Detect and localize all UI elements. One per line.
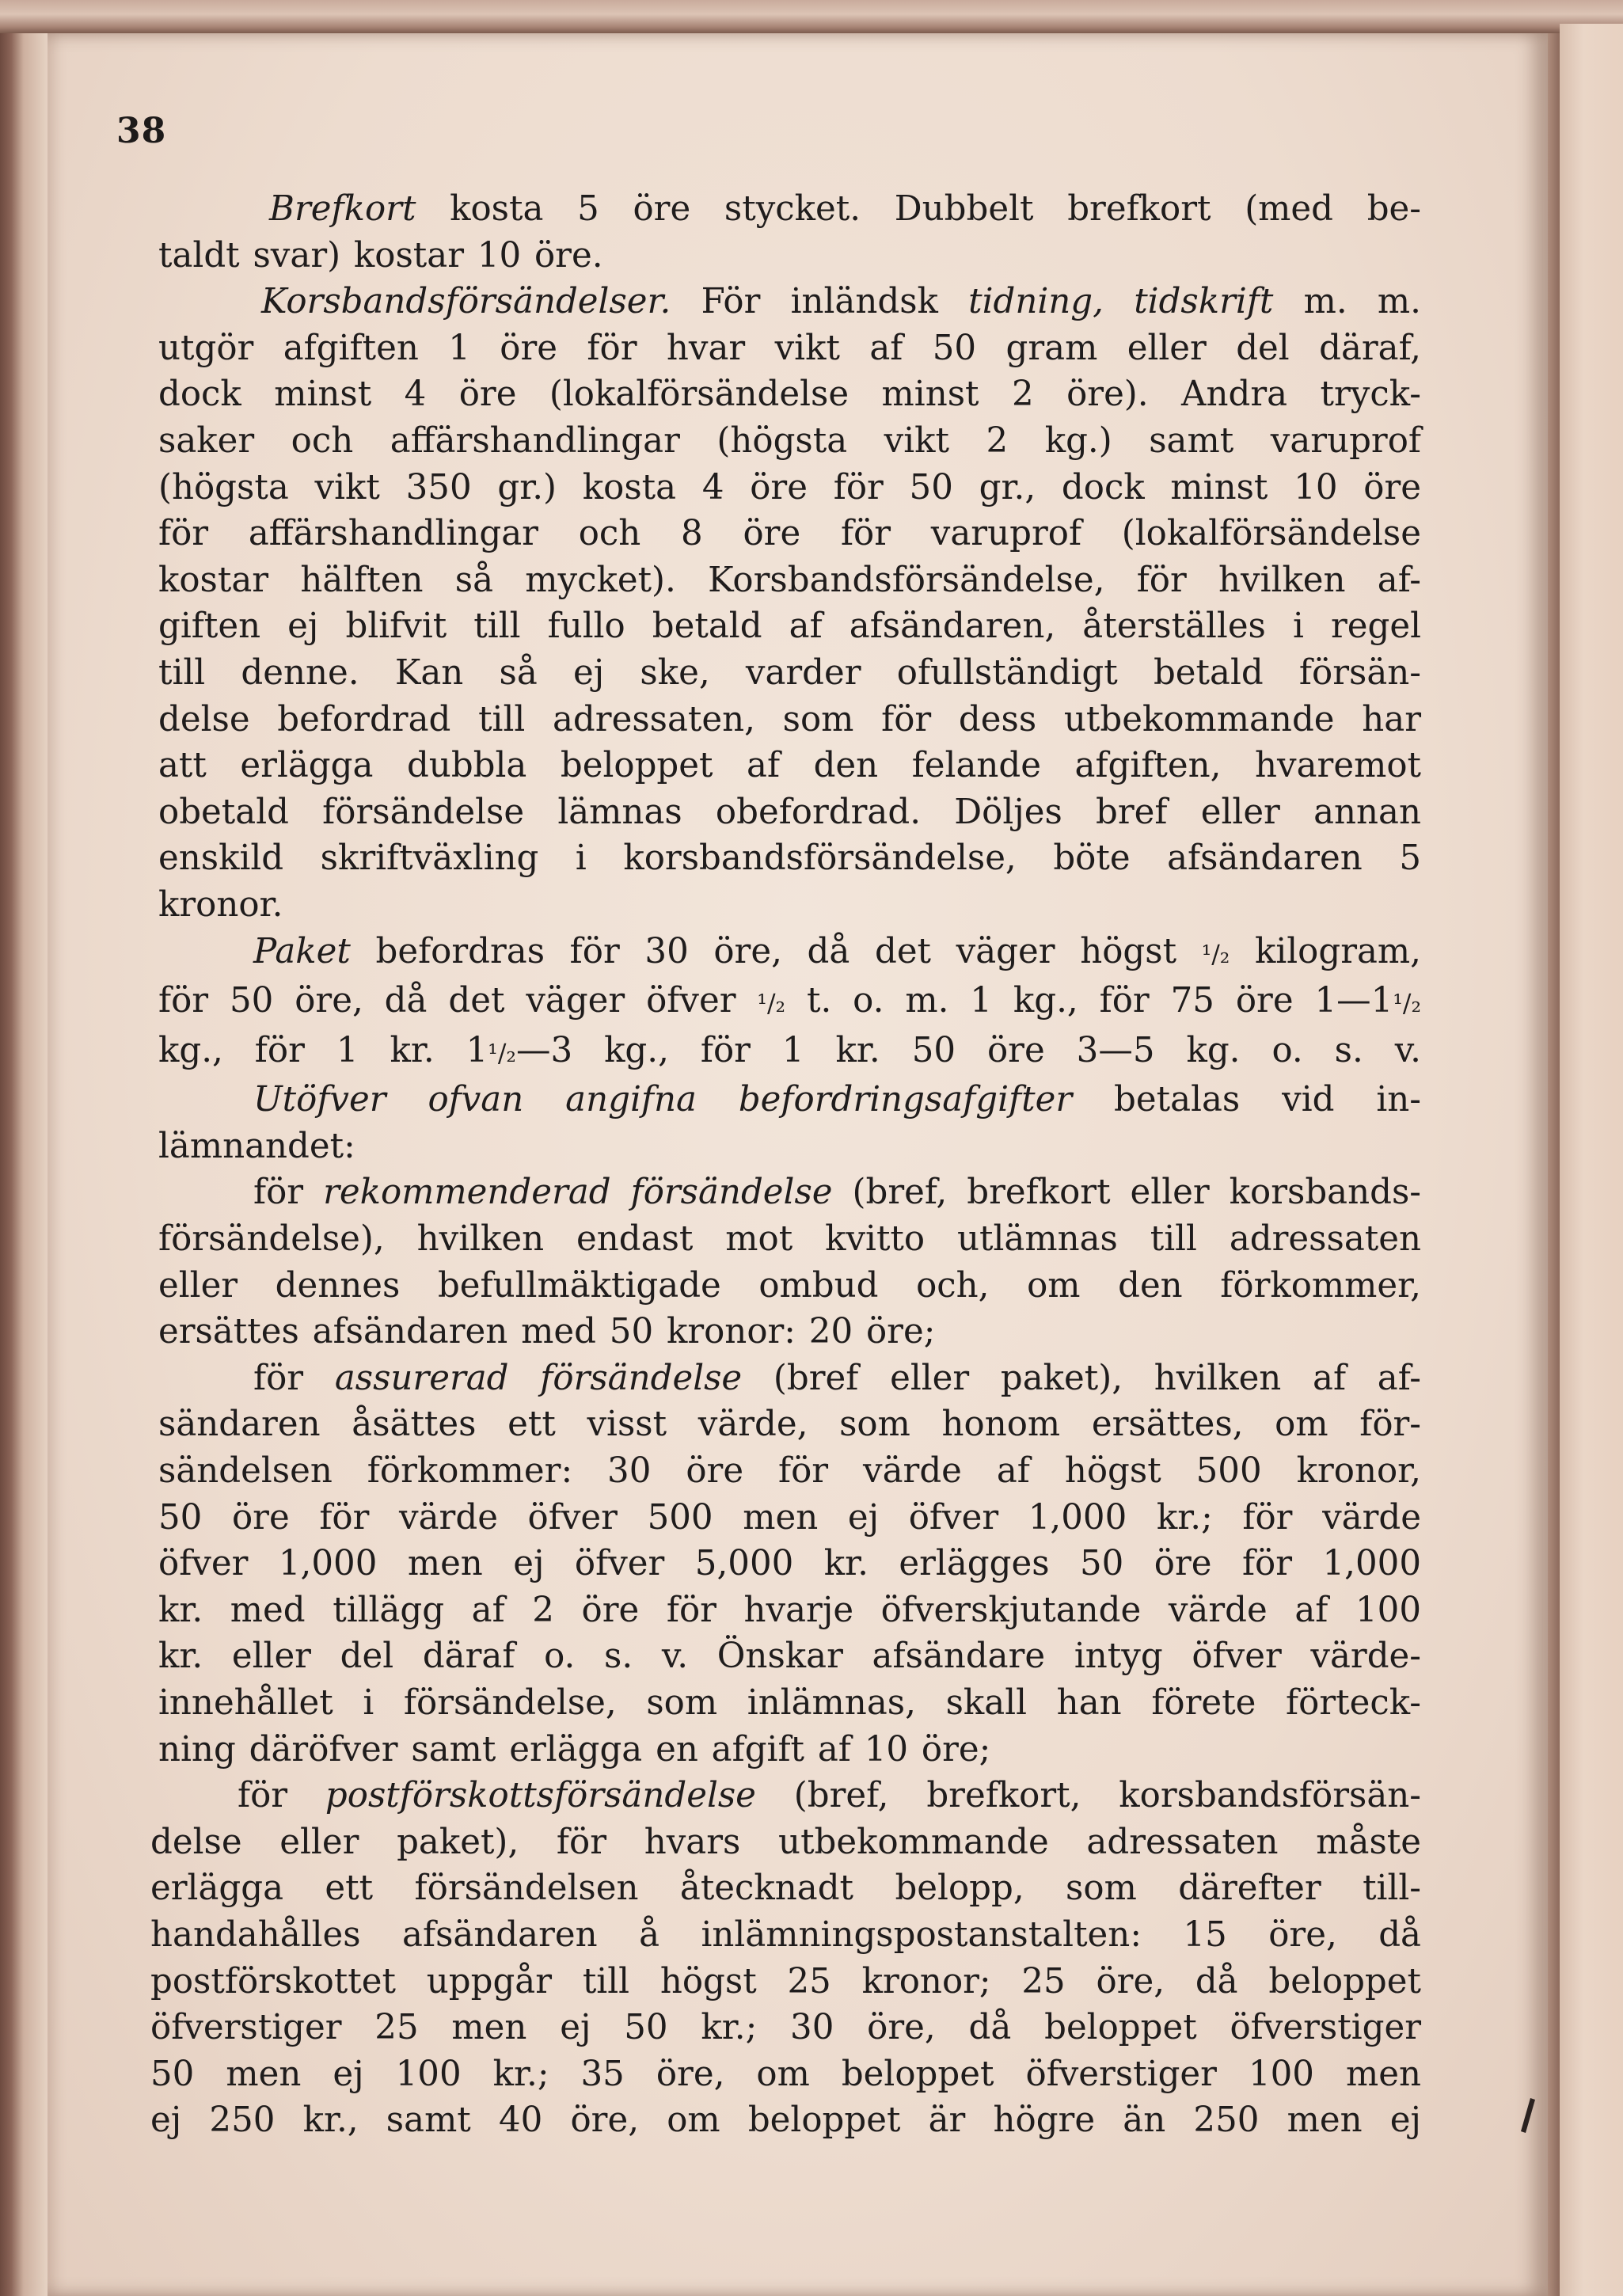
text-line [150, 465, 1421, 511]
text-run: försändelse), hvilken endast mot kvitto utlämnas till adressaten [158, 1219, 1421, 1260]
text-run: betalas vid in- [1072, 1080, 1421, 1120]
text-run: eller dennes befullmäktigade ombud och, om den förkommer, [158, 1265, 1421, 1306]
text-line [150, 233, 1421, 279]
text-line [150, 978, 1421, 1028]
text-line [150, 1633, 1421, 1680]
italic-term: Brefkort [269, 189, 416, 229]
text-run: postförskottet uppgår till högst 25 kronor; 25 öre, då beloppet [150, 1961, 1421, 2001]
text-line [150, 2097, 1421, 2144]
text-line [150, 557, 1421, 604]
text-line [150, 1541, 1421, 1587]
ink-speck [1499, 2090, 1546, 2153]
text-line [150, 1077, 1421, 1123]
text-line [150, 1309, 1421, 1355]
text-run: sändelsen förkommer: 30 öre för värde af högst 500 kronor, [158, 1451, 1421, 1492]
text-run: lämnandet: [158, 1126, 355, 1166]
italic-term: Paket [253, 931, 351, 971]
text-run: handahålles afsändaren å inlämningspostanstalten: 15 öre, då [150, 1914, 1421, 1955]
text-run: enskild skriftväxling i korsbandsförsändelse, böte afsändaren 5 [158, 838, 1421, 879]
text-run: saker och affärshandlingar (högsta vikt 2 kg.) samt varuprof [158, 420, 1421, 461]
text-run: utgör afgiften 1 öre för hvar vikt af 50 gram eller del däraf, [158, 328, 1421, 368]
text-run: ej 250 kr., samt 40 öre, om beloppet är högre än 250 men ej [150, 2100, 1421, 2141]
text-line [150, 371, 1421, 418]
text-run: kronor. [158, 884, 283, 925]
text-run: kostar hälften så mycket). Korsbandsförsändelse, för hvilken af- [158, 560, 1421, 600]
text-line [150, 929, 1421, 979]
text-run: m. m. [1273, 282, 1421, 322]
text-line [150, 1959, 1421, 2005]
text-line [150, 650, 1421, 697]
text-run: till denne. Kan så ej ske, varder ofullständigt betald försän- [158, 652, 1421, 693]
text-run: giften ej blifvit till fullo betald af afsändaren, återställes i regel [158, 606, 1421, 647]
text-line [150, 789, 1421, 836]
text-run: sändaren åsättes ett visst värde, som honom ersättes, om för- [158, 1405, 1421, 1445]
fraction: ¹/₂ [1201, 940, 1230, 969]
text-run: dock minst 4 öre (lokalförsändelse minst 2 öre). Andra tryck- [158, 374, 1421, 415]
text-run: för [253, 1358, 335, 1398]
text-run: (bref, brefkort eller korsbands- [832, 1173, 1421, 1213]
italic-term: assurerad försändelse [334, 1358, 743, 1398]
text-run: kilogram, [1230, 931, 1421, 971]
text-run: för [238, 1776, 325, 1816]
text-run: erlägga ett försändelsen åtecknadt belopp, som därefter till- [150, 1868, 1421, 1909]
text-run: taldt svar) kostar 10 öre. [158, 235, 603, 276]
text-line [150, 1587, 1421, 1634]
text-run: 50 öre för värde öfver 500 men ej öfver 1,000 kr.; för värde [158, 1497, 1421, 1538]
text-run: delse eller paket), för hvars utbekommande adressaten måste [150, 1822, 1421, 1862]
text-line [150, 1169, 1421, 1216]
text-line [150, 1123, 1421, 1170]
text-run: för affärshandlingar och 8 öre för varuprof (lokalförsändelse [158, 514, 1421, 554]
text-line [150, 697, 1421, 743]
text-line [150, 1028, 1421, 1078]
text-run: kg., för 1 kr. 1 [158, 1030, 488, 1070]
text-line [150, 2051, 1421, 2098]
text-line [150, 1216, 1421, 1263]
text-run: —3 kg., för 1 kr. 50 öre 3—5 kg. o. s. v. [515, 1030, 1421, 1070]
text-line [150, 1401, 1421, 1448]
italic-term: Utöfver ofvan angifna befordringsafgifter [253, 1080, 1073, 1120]
text-line [150, 1263, 1421, 1310]
fraction: ¹/₂ [1393, 990, 1421, 1019]
text-line [150, 1912, 1421, 1959]
text-line [150, 2005, 1421, 2051]
text-line [150, 1819, 1421, 1866]
fraction: ¹/₂ [488, 1039, 516, 1068]
page-number: 38 [116, 111, 167, 151]
text-line [150, 511, 1421, 557]
text-line [150, 1865, 1421, 1912]
text-run: obetald försändelse lämnas obefordrad. Döljes bref eller annan [158, 792, 1421, 832]
italic-term: Korsbandsförsändelser. [261, 282, 671, 322]
body-text [150, 186, 1421, 2144]
text-run: delse befordrad till adressaten, som för dess utbekommande har [158, 699, 1421, 739]
text-run: kr. med tillägg af 2 öre för hvarje öfverskjutande värde af 100 [158, 1590, 1421, 1630]
text-line [150, 186, 1421, 233]
text-line [150, 603, 1421, 650]
text-run: öfver 1,000 men ej öfver 5,000 kr. erlägges 50 öre för 1,000 [158, 1544, 1421, 1584]
text-run: t. o. m. 1 kg., för 75 öre 1—1 [785, 981, 1393, 1021]
text-line [150, 1448, 1421, 1495]
text-run: ersättes afsändaren med 50 kronor: 20 öre; [158, 1312, 936, 1352]
text-run: kr. eller del däraf o. s. v. Önskar afsändare intyg öfver värde- [158, 1636, 1421, 1677]
text-line [150, 1495, 1421, 1541]
text-run: (högsta vikt 350 gr.) kosta 4 öre för 50 gr., dock minst 10 öre [158, 467, 1421, 507]
text-line [150, 743, 1421, 789]
text-line [150, 1773, 1421, 1819]
italic-term: rekommenderad försändelse [323, 1173, 833, 1213]
italic-term: tidning, tidskrift [968, 282, 1274, 322]
text-run: ning däröfver samt erlägga en afgift af 10 öre; [158, 1729, 991, 1770]
italic-term: postförskottsförsändelse [325, 1776, 756, 1816]
text-run: för 50 öre, då det väger öfver [158, 981, 758, 1021]
text-line [150, 835, 1421, 882]
text-line [150, 1727, 1421, 1773]
text-run: att erlägga dubbla beloppet af den felande afgiften, hvaremot [158, 746, 1421, 786]
text-line [150, 1680, 1421, 1727]
text-run: kosta 5 öre stycket. Dubbelt brefkort (med be- [416, 189, 1421, 229]
text-run: (bref eller paket), hvilken af af- [742, 1358, 1421, 1398]
facing-page-edge [1560, 24, 1623, 2296]
text-run: befordras för 30 öre, då det väger högst [350, 931, 1202, 971]
fraction: ¹/₂ [757, 990, 786, 1019]
text-run: för [253, 1173, 324, 1213]
text-line [150, 882, 1421, 929]
previous-page-edge [0, 0, 1623, 33]
text-line [150, 418, 1421, 465]
text-run: För inländsk [671, 282, 969, 322]
text-run: 50 men ej 100 kr.; 35 öre, om beloppet öfverstiger 100 men [150, 2054, 1421, 2094]
text-line [150, 325, 1421, 372]
text-line [150, 279, 1421, 325]
text-run: innehållet i försändelse, som inlämnas, skall han förete förteck- [158, 1683, 1421, 1723]
text-line [150, 1355, 1421, 1402]
text-run: öfverstiger 25 men ej 50 kr.; 30 öre, då beloppet öfverstiger [150, 2008, 1421, 2048]
text-run: (bref, brefkort, korsbandsförsän- [755, 1776, 1421, 1816]
